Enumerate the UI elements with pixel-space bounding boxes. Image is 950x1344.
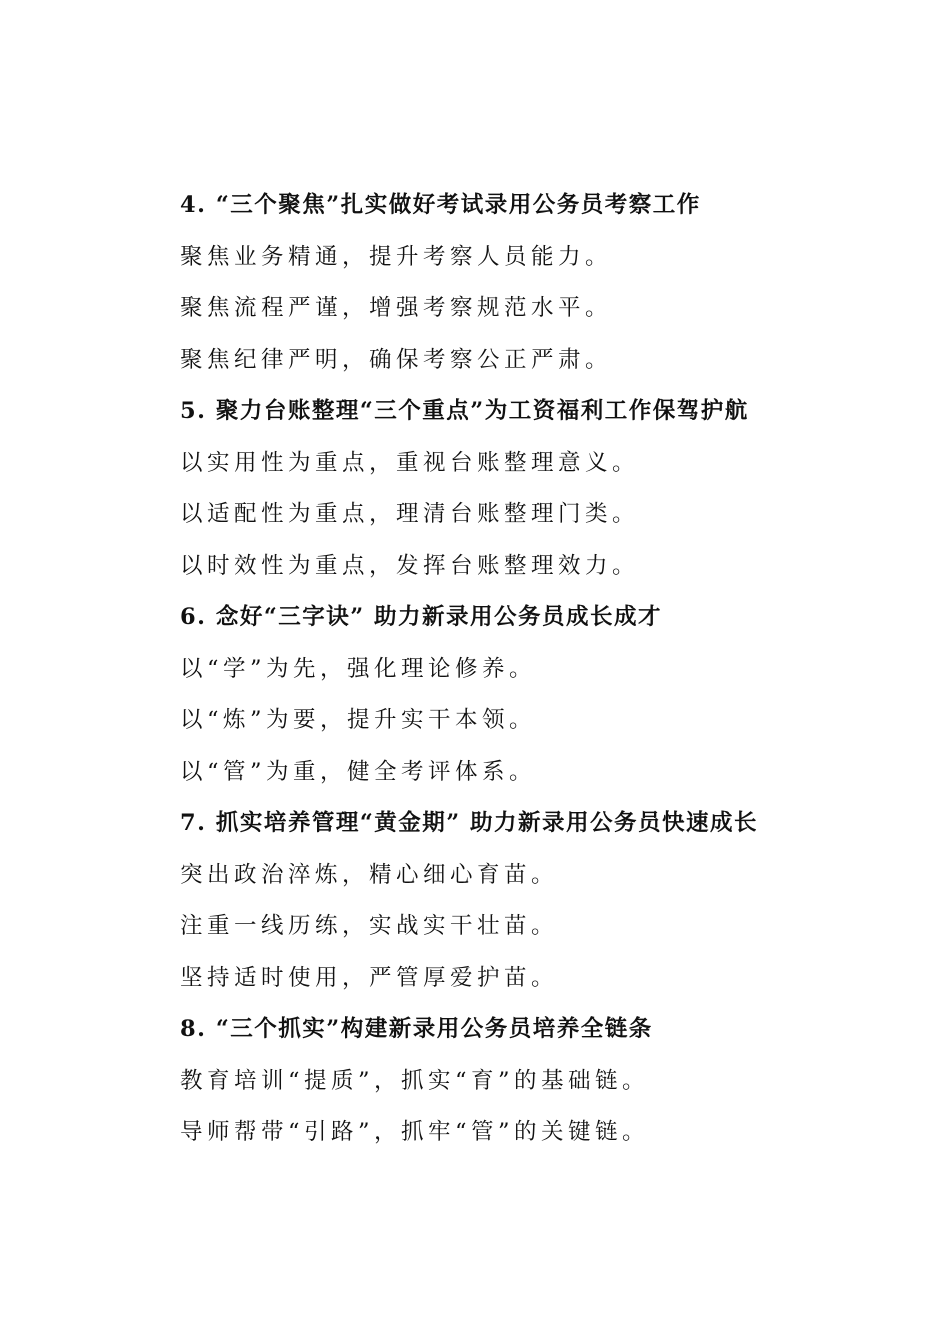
section-heading-4: 4. “三个聚焦”扎实做好考试录用公务员考察工作 <box>180 192 701 218</box>
paragraph-line: 坚持适时使用，严管厚爱护苗。 <box>180 964 559 991</box>
paragraph-line: 聚焦流程严谨，增强考察规范水平。 <box>180 295 613 321</box>
paragraph-line: 导师帮带“引路”，抓牢“管”的关键链。 <box>180 1119 650 1145</box>
paragraph-line: 以时效性为重点，发挥台账整理效力。 <box>180 552 640 579</box>
section-heading-7: 7. 抓实培养管理“黄金期” 助力新录用公务员快速成长 <box>180 810 759 836</box>
section-heading-5: 5. 聚力台账整理“三个重点”为工资福利工作保驾护航 <box>180 398 749 424</box>
paragraph-line: 突出政治淬炼，精心细心育苗。 <box>180 861 559 888</box>
paragraph-line: 注重一线历练，实战实干壮苗。 <box>180 913 559 939</box>
paragraph-line: 教育培训“提质”，抓实“育”的基础链。 <box>180 1067 650 1094</box>
paragraph-line: 以适配性为重点，理清台账整理门类。 <box>180 501 640 527</box>
paragraph-line: 聚焦业务精通，提升考察人员能力。 <box>180 243 613 270</box>
paragraph-line: 以实用性为重点，重视台账整理意义。 <box>180 449 640 476</box>
paragraph-line: 以“炼”为要，提升实干本领。 <box>180 707 537 733</box>
document-body <box>180 180 880 1159</box>
section-heading-8: 8. “三个抓实”构建新录用公务员培养全链条 <box>180 1016 653 1042</box>
paragraph-line: 以“管”为重，健全考评体系。 <box>180 758 537 785</box>
section-heading-6: 6. 念好“三字诀” 助力新录用公务员成长成才 <box>180 604 663 630</box>
paragraph-line: 聚焦纪律严明，确保考察公正严肃。 <box>180 346 613 373</box>
paragraph-line: 以“学”为先，强化理论修养。 <box>180 655 537 682</box>
